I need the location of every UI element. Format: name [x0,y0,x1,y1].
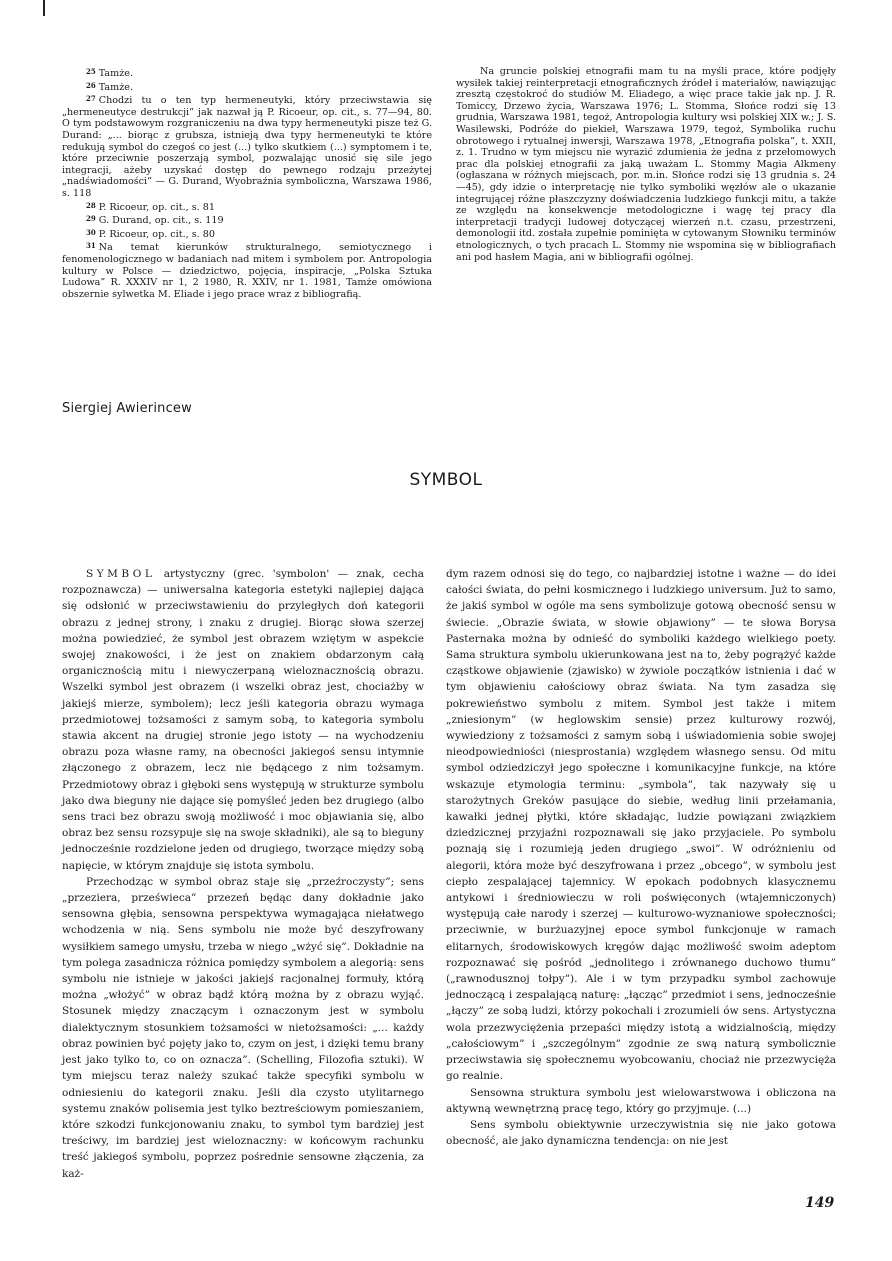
footnote-28: $^{28}$ P. Ricoeur, op. cit., s. 81 [86,200,215,213]
body-paragraph: dym razem odnosi się do tego, co najbardziej istotne i ważne — do idei całości świata, do pełni kosmicznego i ludzkiego universum. Już to samo, że jakiś symbol w ogóle ma sens symbolizuje gotową obecność sensu w świecie. „Obrazie świata, w słowie objawiony” — te słowa Borysa Pasternaka można by odnieść do symboliki każdego wielkiego poety. Sama struktura symbolu ukierunkowana jest na to, żeby pogrążyć każde cząstkowe objawienie (zjawisko) w żywiole początków istnienia i dać w tym objawieniu całościowy obraz świata. Na tym zasadza się pokrewieństwo symbolu z mitem. Symbol jest także i mitem „zniesionym” (w heglowskim sensie) przez kulturowy rozwój, wywiedziony z tożsamości z samym sobą i uświadomienia sobie swojej nieodpowiedniości (niesprostania) względem własnego sensu. Od mitu symbol odziedziczył jego społeczne i komunikacyjne funkcje, na które wskazuje etymologia terminu: „symbola”, tak nazywały się u starożytnych Greków pasujące do siebie, według linii przełamania, kawałki jednej płytki, które składając, ludzie powiązani związkiem dziedzicznej przyjaźni rozpoznawali się jako przyjaciele. Po symbolu poznają się i rozumieją jeden drugiego „swoi”. W odróżnieniu od alegorii, która może być deszyfrowana i przez „obcego”, w symbolu jest ciepło zespalającej tajemnicy. W epokach podobnych klasycznemu antykowi i średniowieczu w roli poświęconych (wtajemniczonych) występują całe narody i szerzej — kulturowo-wyznaniowe społeczności; przeciwnie, w burżuazyjnej epoce symbol funkcjonuje w ramach elitarnych, środowiskowych kręgów dając możliwość swoim adeptom rozpoznawać się pośród „jednolitego i zrównanego duchowo tłumu” („rawnodusznoj tołpy”). Ale i w tym przypadku symbol zachowuje jednoczącą i zespalającą naturę: „łącząc” przedmiot i sens, jednocześnie „łączy” ze sobą ludzi, którzy pokochali i zrozumieli ów sens. Artystyczna wola przezwyciężenia przepaści między istotą a widzialnością, między „całościowym” i „szczególnym” zgodnie ze swą naturą symbolicznie przeciwstawia się społecznemu wyobcowaniu, chociaż nie przezwycięża go realnie. [446,568,836,1083]
footnote-right [456,66,836,263]
page-number: 149 [805,1195,835,1211]
footnote-26: $^{26}$ Tamże. [86,80,134,93]
body-paragraph: Przechodząc w symbol obraz staje się „przeźroczysty”; sens „przeziera, prześwieca” przezeń będąc dany dokładnie jako sensowna głębia, sensowna perspektywa wymagająca niełatwego wchodzenia w nią. Sens symbolu nie może być deszyfrowany wysiłkiem samego umysłu, trzeba w niego „wżyć się”. Dokładnie na tym polega zasadnicza różnica pomiędzy symbolem a alegorią: sens symbolu nie istnieje w jakości jakiejś racjonalnej formuły, którą można „włożyć” w obraz bądź którą można by z obrazu wyjąć. Stosunek między znaczącym i oznaczonym jest w symbolu dialektycznym stosunkiem tożsamości w nietożsamości: „... każdy obraz powinien być pojęty jako to, czym on jest, i dzięki temu brany jest jako tylko to, co on oznacza”. (Schelling, Filozofia sztuki). W tym miejscu teraz należy szukać także specyfiki symbolu w odniesieniu do kategorii znaku. Jeśli dla czysto utylitarnego systemu znaków polisemia jest tylko beztreściowym pomieszaniem, które szkodzi funkcjonowaniu znaku, to symbol tym bardziej jest treściwy, im bardziej jest wieloznaczny: w końcowym rachunku treść jakiegoś symbolu, poprzez pośrednie sensowne złączenia, za każ- [62,875,424,1180]
footnote-27: $^{27}$ Chodzi tu o ten typ hermeneutyki, który przeciwstawia się „hermeneutyce destrukcji” jak nazwał ją P. Ricoeur, op. cit., s. 77—94, 80. O tym podstawowym rozgraniczeniu na dwa typy hermeneutyki pisze też G. Durand: „... biorąc z grubsza, istnieją dwa typy hermeneutyki te które redukują symbol do czegoś co jest (...) tylko skutkiem (...) symptomem i te, które przeciwnie poszerzają symbol, pozwalając unosić się sile jego integracji, ażeby uzyskać dostęp do pewnego rodzaju przeżytej „nadświadomości” — G. Durand, Wyobraźnia symboliczna, Warszawa 1986, s. 118 [62,94,432,199]
footnote-29: $^{29}$ G. Durand, op. cit., s. 119 [86,214,224,227]
body-paragraph: SYMBOL artystyczny (grec. 'symbolon' — znak, cecha rozpoznawcza) — uniwersalna kategoria estetyki najlepiej dająca się odsłonić w przeciwstawieniu do przyległych doń kategorii obrazu z jednej strony, i znaku z drugiej. Biorąc słowa szerzej można powiedzieć, że symbol jest obrazem wziętym w aspekcie swojej znakowości, i że jest on znakiem obdarzonym całą organicznością mitu i niewyczerpaną wieloznacznością obrazu. Wszelki symbol jest obrazem (i wszelki obraz jest, chociażby w jakiejś mierze, symbolem); lecz jeśli kategoria obrazu wymaga przedmiotowej tożsamości z samym sobą, to kategoria symbolu stawia akcent na drugiej stronie jego istoty — na wychodzeniu obrazu poza własne ramy, na obecności jakiegoś sensu intymnie złączonego z obrazem, lecz nie będącego z nim tożsamym. Przedmiotowy obraz i głęboki sens występują w strukturze symbolu jako dwa bieguny nie dające się pomyśleć jeden bez drugiego (albo sens traci bez obrazu swoją możliwość i moc objawiania się, albo obraz bez sensu rozsypuje się na swoje składniki), ale są to bieguny jednocześnie rozdzielone jeden od drugiego, tworzące między sobą napięcie, w którym znajduje się istota symbolu. [62,568,425,872]
footnote-31: $^{31}$ Na temat kierunków strukturalnego, semiotycznego i fenomenologicznego w badaniach nad mitem i symbolem por. Antropologia kultury w Polsce — dziedzictwo, pojęcia, inspiracje, „Polska Sztuka Ludowa” R. XXXIV nr 1, 2 1980, R. XXIV, nr 1. 1981, Tamże omówiona obszernie sylwetka M. Eliade i jego prace wraz z bibliografią. [62,241,432,300]
article-author: Siergiej Awierincew [62,401,192,416]
footnote-continuation: Na gruncie polskiej etnografii mam tu na myśli prace, które podjęły wysiłek takiej reinterpretacji etnograficznych źródeł i materiałów, nawiązując zresztą częstokroć do studiów M. Eliadego, a więc prace takie jak np. J. R. Tomiccy, Drzewo życia, Warszawa 1976; L. Stomma, Słońce rodzi się 13 grudnia, Warszawa 1981, tegoż, Antropologia kultury wsi polskiej XIX w.; J. S. Wasilewski, Podróże do piekieł, Warszawa 1979, tegoż, Symbolika ruchu obrotowego i rytualnej inwersji, Warszawa 1978, „Etnografia polska”, t. XXII, z. 1. Trudno w tym miejscu nie wyrazić zdumienia że jedna z przełomowych prac dla polskiej etnografii za jaką uważam L. Stommy Magia Alkmeny (ogłaszana w różnych miejscach, por. m.in. Słońce rodzi się 13 grudnia s. 24—45), gdy idzie o interpretację nie tylko symboliki węzłów ale o ukazanie integrującej różne płaszczyzny doświadczenia ludzkiego funkcji mitu, a także ze względu na konsekwencje metodologiczne i wagę tej pracy dla interpretacji tradycji ludowej dotyczącej wierzeń n.t. czasu, przestrzeni, demonologii itd. została zupełnie pominięta w cytowanym Słowniku terminów etnologicznych, o tych pracach L. Stommy nie wspomina się w bibliografiach ani pod hasłem Magia, ani w bibliografii ogólnej. [456,66,836,263]
scan-margin-mark [43,0,45,16]
article-title: SYMBOL [409,470,483,490]
footnote-30: $^{30}$ P. Ricoeur, op. cit., s. 80 [86,227,215,240]
lead-term: SYMBOL [86,568,156,580]
body-column-left [62,566,424,1182]
body-paragraph: Sens symbolu obiektywnie urzeczywistnia się nie jako gotowa obecność, ale jako dynamiczna tendencja: on nie jest [446,1118,836,1148]
footnotes-left [62,66,432,300]
body-paragraph: Sensowna struktura symbolu jest wielowarstwowa i obliczona na aktywną wewnętrzną pracę tego, który go przyjmuje. (...) [446,1086,836,1115]
footnote-25: $^{25}$ Tamże. [86,67,134,79]
body-column-right [446,566,836,1149]
